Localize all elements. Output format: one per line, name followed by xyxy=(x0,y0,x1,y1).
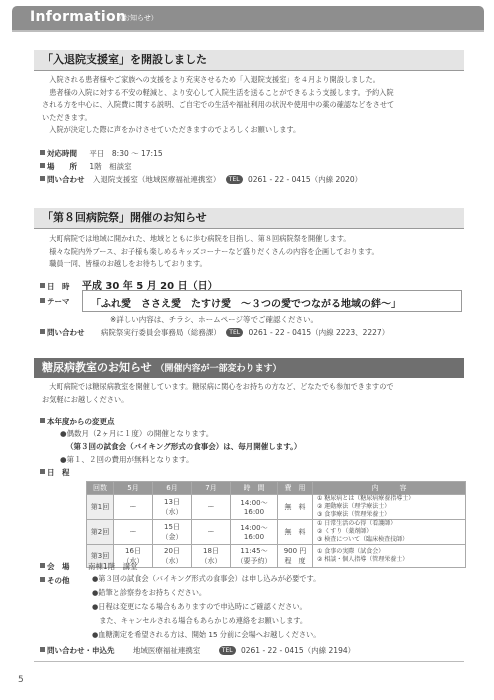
theme-value: 「ふれ愛 ささえ愛 たすけ愛 ～３つの愛でつながる地域の絆～」 xyxy=(91,299,401,310)
table-header-cell: 6月 xyxy=(153,482,192,495)
venue-value: 南棟1階 講堂 xyxy=(87,562,138,571)
tel-icon: TEL xyxy=(219,646,236,655)
table-cell: 第2回 xyxy=(87,520,114,545)
table-cell: 14:00～ 16:00 xyxy=(231,495,278,520)
content-line: ① 食事の実際（試食会） xyxy=(317,548,385,555)
table-cell: 15日 （金） xyxy=(153,520,192,545)
table-cell: 13日 （水） xyxy=(153,495,192,520)
content-line: ② くすり（薬剤師） xyxy=(317,528,373,535)
content-line: ② 運動療法（理学療法士） xyxy=(317,503,391,510)
section-diabetes-title xyxy=(34,358,464,378)
table-cell: ー xyxy=(192,495,231,520)
theme-row xyxy=(40,296,70,307)
bullet-square-icon xyxy=(40,469,45,474)
contact-label: 問い合わせ xyxy=(47,328,85,337)
tel-icon: TEL xyxy=(226,175,243,184)
table-cell: 第3回 xyxy=(87,545,114,568)
contact-label: 問い合わせ・申込先 xyxy=(47,646,115,655)
table-row xyxy=(87,545,466,568)
bullet-square-icon xyxy=(40,298,45,303)
other-row xyxy=(40,575,70,586)
contact-row xyxy=(40,174,362,185)
bullet-square-icon xyxy=(40,329,45,334)
date-label: 日 時 xyxy=(47,282,70,291)
diabetes-contact-row xyxy=(40,645,355,656)
hours-label: 対応時間 xyxy=(47,149,77,158)
section-rule xyxy=(34,70,464,71)
tel-icon: TEL xyxy=(226,328,243,337)
paragraph-line: 職員一同、皆様のお越しをお待ちしております。 xyxy=(42,259,207,269)
table-cell: 900 円 程 度 xyxy=(278,545,313,568)
content-line: ① 日常生活の心得（看護師） xyxy=(317,520,397,527)
table-cell xyxy=(313,495,466,520)
section-festival-title: 「第８回病院祭」開催のお知らせ xyxy=(34,208,464,228)
theme-box xyxy=(82,290,462,312)
change-label-row xyxy=(40,416,115,427)
table-cell: ー xyxy=(114,520,153,545)
change-item: ●偶数月（2ヶ月に１度）の開催となります。 xyxy=(60,429,214,438)
tel-number: 0261 - 22 - 0415（内線 2194） xyxy=(240,646,356,655)
paragraph-line: いただきます。 xyxy=(42,112,92,122)
table-cell: 14:00～ 16:00 xyxy=(231,520,278,545)
header-rule xyxy=(12,30,484,32)
bullet-square-icon xyxy=(40,176,45,181)
paragraph-line: 患者様の入院に対する不安の軽減と、より安心して入院生活を送ることができるよう支援します。予約入院 xyxy=(42,87,394,97)
other-list xyxy=(92,572,462,642)
content-line: ② 相談・個人指導（管理栄養士） xyxy=(317,556,409,563)
content-line: ① 糖尿病とは（糖尿病療養指導士） xyxy=(317,495,415,502)
section-diabetes-title-sub: （開催内容が一部変わります） xyxy=(155,364,282,374)
section-admission-body xyxy=(42,74,462,137)
date-value: 平成 30 年 5 月 20 日（日） xyxy=(81,281,218,292)
place-label: 場 所 xyxy=(47,162,77,171)
paragraph-line: 入院される患者様やご家族への支援をより充実させるため「入退院支援室」を４月より開設しました。 xyxy=(42,75,380,84)
contact-value: 病院祭実行委員会事務局（総務課） xyxy=(100,328,221,337)
table-row xyxy=(87,495,466,520)
festival-contact-row xyxy=(40,327,389,338)
paragraph-line: 大町病院では糖尿病教室を開催しています。糖尿病に関心をお持ちの方など、どなたでも参加できますので xyxy=(42,382,394,391)
other-item: ●第３回の試食会（バイキング形式の食事会）は申し込みが必要です。 xyxy=(92,574,321,583)
place-value: 1階 相談室 xyxy=(89,162,132,171)
bullet-square-icon xyxy=(40,283,45,288)
table-cell: 第1回 xyxy=(87,495,114,520)
header-subtitle: （お知らせ） xyxy=(116,14,158,22)
table-header-cell: 5月 xyxy=(114,482,153,495)
schedule-label-row xyxy=(40,467,70,478)
table-cell: ー xyxy=(192,520,231,545)
table-cell: ー xyxy=(114,495,153,520)
footer-rule xyxy=(34,661,464,662)
table-cell: 18日 （水） xyxy=(192,545,231,568)
contact-label: 問い合わせ xyxy=(47,175,85,184)
section-festival-body xyxy=(42,233,462,271)
theme-label: テーマ xyxy=(47,297,70,306)
page-header xyxy=(12,6,484,30)
bullet-square-icon xyxy=(40,563,45,568)
table-cell xyxy=(313,520,466,545)
table-cell: 11:45～ （要予約） xyxy=(231,545,278,568)
bullet-square-icon xyxy=(40,418,45,423)
page-number: 5 xyxy=(18,675,24,685)
table-header-cell: 回数 xyxy=(87,482,114,495)
other-item: ●日程は変更になる場合もありますので申込時にご確認ください。 xyxy=(92,602,307,611)
schedule-label: 日 程 xyxy=(47,468,70,477)
table-row xyxy=(87,520,466,545)
other-item: ●鉛筆と診察券をお持ちください。 xyxy=(92,588,207,597)
paragraph-line: 様々な院内外ブース、お子様も楽しめるキッズコーナーなど盛りだくさんの内容を企画しております。 xyxy=(42,246,379,256)
other-item: ●血糖測定を希望される方は、開始 15 分前に会場へお越しください。 xyxy=(92,630,321,639)
section-admission-title: 「入退院支援室」を開設しました xyxy=(34,50,464,70)
content-line: ③ 検査について（臨床検査技師） xyxy=(317,536,409,543)
bullet-square-icon xyxy=(40,647,45,652)
venue-row xyxy=(40,561,138,572)
contact-value: 地域医療福祉連携室 xyxy=(132,646,201,655)
tel-number: 0261 - 22 - 0415（内線 2223、2227） xyxy=(248,328,390,337)
table-header-row xyxy=(87,482,466,495)
paragraph-line: される方を中心に、入院費に関する説明、ご自宅での生活や福祉利用の状況や使用中の薬の確認などをさせて xyxy=(42,100,395,110)
venue-label: 会 場 xyxy=(47,562,70,571)
change-item: （第３回の試食会（バイキング形式の食事会）は、毎月開催します。） xyxy=(66,442,302,451)
paragraph-line: 大町病院では地域に開かれた、地域とともに歩む病院を目指し、第８回病院祭を開催します。 xyxy=(42,234,351,243)
change-item: ●第１、２回の費用が無料となります。 xyxy=(60,455,194,464)
section-rule xyxy=(34,228,464,229)
place-row xyxy=(40,161,132,172)
bullet-square-icon xyxy=(40,577,45,582)
table-header-cell: 内 容 xyxy=(313,482,466,495)
header-title: Information xyxy=(30,9,127,25)
hours-value: 平日 8:30 ～ 17:15 xyxy=(89,149,163,158)
paragraph-line: お気軽にお越しください。 xyxy=(42,394,129,404)
contact-value: 入退院支援室（地域医療福祉連携室） xyxy=(92,175,221,184)
schedule-table xyxy=(86,481,466,568)
paragraph-line: 入院が決定した際に声をかけさせていただきますのでよろしくお願いします。 xyxy=(42,125,301,135)
table-header-cell: 時 間 xyxy=(231,482,278,495)
bullet-square-icon xyxy=(40,163,45,168)
tel-number: 0261 - 22 - 0415（内線 2020） xyxy=(247,175,363,184)
table-cell: 無 料 xyxy=(278,495,313,520)
content-line: ③ 食事療法（管理栄養士） xyxy=(317,511,391,518)
table-header-cell: 費 用 xyxy=(278,482,313,495)
other-item: また、キャンセルされる場合もあらかじめ連絡をお願いします。 xyxy=(92,616,308,625)
table-cell xyxy=(313,545,466,568)
festival-note: ※詳しい内容は、チラシ、ホームページ等でご確認ください。 xyxy=(110,315,319,324)
table-cell: 無 料 xyxy=(278,520,313,545)
change-label: 本年度からの変更点 xyxy=(47,417,115,426)
table-header-cell: 7月 xyxy=(192,482,231,495)
table-cell: 20日 （水） xyxy=(153,545,192,568)
other-label: その他 xyxy=(47,576,70,585)
section-diabetes-body xyxy=(42,381,462,406)
table-cell: 16日 （水） xyxy=(114,545,153,568)
bullet-square-icon xyxy=(40,150,45,155)
section-diabetes-title-main: 糖尿病教室のお知らせ xyxy=(42,361,152,374)
hours-row xyxy=(40,148,163,159)
